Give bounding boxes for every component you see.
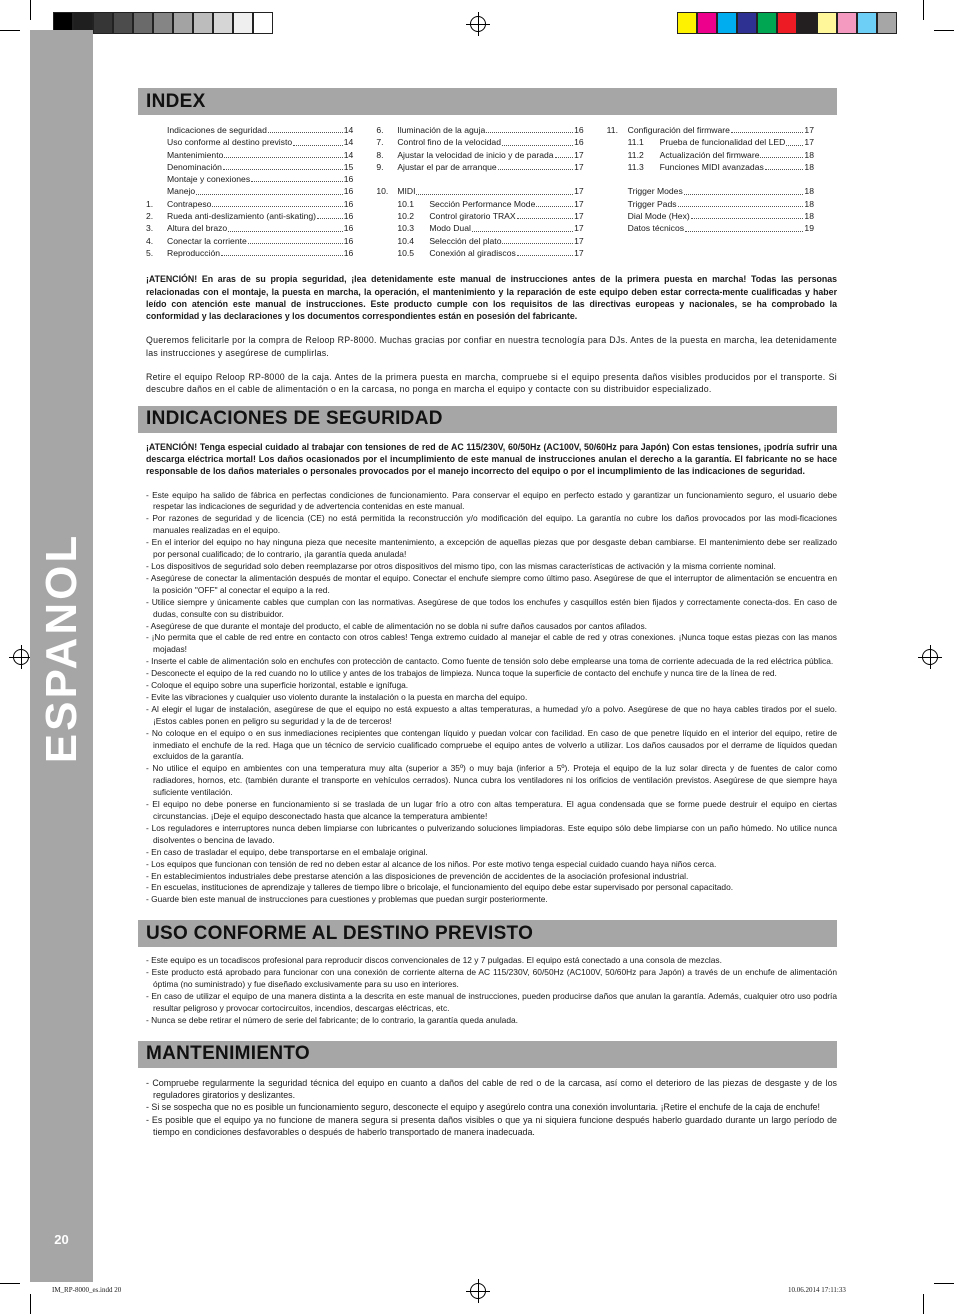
toc-gap <box>607 173 814 185</box>
toc-column-3 <box>607 124 814 259</box>
list-item: - Guarde bien este manual de instrucciones para cuestiones y problemas que puedan surgir posteriormente. <box>146 894 548 905</box>
list-item: - Desconecte el equipo de la red cuando no lo utilice y antes de los trabajos de limpieza. Nunca toque la superficie de contacto del enchufe y nunca tire de la línea de red. <box>146 668 777 679</box>
toc-page: 17 <box>574 186 584 197</box>
toc-number: 1. <box>146 198 154 209</box>
toc-title: Funciones MIDI avanzadas <box>659 161 764 172</box>
toc-number: 10. <box>376 186 389 197</box>
toc-number: 4. <box>146 235 154 246</box>
registration-swatch <box>717 12 737 34</box>
toc-leader-dots <box>691 210 804 219</box>
registration-swatch <box>193 12 213 34</box>
toc-subnumber: 10.1 <box>397 198 415 209</box>
toc-entry[interactable] <box>146 198 353 210</box>
toc-page: 16 <box>343 235 354 246</box>
list-item: - El equipo no debe ponerse en funcionamiento si se traslada de un lugar frío a otro con altas temperatura. El agua condensada que se forme puede destruir el equipo en ciertas circunstancias. ¡Deje el equipo desconectado hasta que alcance la temperatura ambiente! <box>146 799 837 821</box>
toc-entry[interactable] <box>607 222 814 234</box>
toc-entry[interactable] <box>146 173 353 185</box>
toc-leader-dots <box>251 173 343 182</box>
toc-leader-dots <box>212 198 342 207</box>
toc-leader-dots <box>223 161 343 170</box>
list-item: - Este equipo es un tocadiscos profesional para reproducir discos convencionales de 12 y 7 pulgadas. El equipo está conectado a una consola de mezclas. <box>146 955 722 966</box>
toc-page: 17 <box>574 211 584 222</box>
toc-page: 16 <box>343 198 354 209</box>
registration-crosshair-icon <box>470 1283 486 1299</box>
toc-page: 16 <box>343 223 354 234</box>
toc-leader-dots <box>498 161 573 170</box>
registration-swatch <box>817 12 837 34</box>
registration-swatch <box>153 12 173 34</box>
toc-entry[interactable] <box>607 124 814 136</box>
toc-entry[interactable] <box>376 198 583 210</box>
list-item: - Compruebe regularmente la seguridad técnica del equipo en cuanto a daños del cable de red o de la carcasa, así como el deterioro de las piezas de desgaste y de los reguladores giratorios y deslizantes. <box>146 1077 837 1100</box>
list-item: - Por razones de seguridad y de licencia (CE) no está permitida la reconstrucción y/o modificación del equipo. La garantía no cubre los daños provocados por las modi-ficaciones manuales realizadas en el equipo. <box>146 513 837 536</box>
toc-title: Contrapeso <box>167 198 212 209</box>
list-item: - Inserte el cable de alimentación solo en enchufes con protecciòn de cantacto. Como fuente de tensión solo debe emplearse una toma de corriente adecuada de la red eléctrica pública. <box>146 656 834 667</box>
toc-title: MIDI <box>397 186 416 197</box>
crop-mark <box>934 1283 954 1284</box>
crop-mark <box>923 1294 924 1314</box>
toc-entry[interactable] <box>376 235 583 247</box>
toc-title: Dial Mode (Hex) <box>627 211 690 222</box>
toc-entry[interactable] <box>146 210 353 222</box>
toc-title: Uso conforme al destino previsto <box>167 137 293 148</box>
registration-swatch <box>877 12 897 34</box>
toc-entry[interactable] <box>146 161 353 173</box>
toc-number: 2. <box>146 211 154 222</box>
toc-leader-dots <box>502 136 573 145</box>
toc-entry[interactable] <box>607 210 814 222</box>
registration-swatch <box>697 12 717 34</box>
toc-title: Reproducción <box>167 247 221 258</box>
toc-subnumber: 10.5 <box>397 247 415 258</box>
maintenance-list <box>138 1077 837 1138</box>
toc-title: Modo Dual <box>429 223 471 234</box>
toc-title: Montaje y conexiones <box>167 174 251 185</box>
toc-number: 7. <box>376 137 384 148</box>
toc-entry[interactable] <box>376 222 583 234</box>
toc-number <box>146 173 167 185</box>
index-title: INDEX <box>146 90 206 112</box>
safety-title: INDICACIONES DE SEGURIDAD <box>146 408 443 430</box>
registration-swatch <box>857 12 877 34</box>
toc-title: Indicaciones de seguridad <box>167 125 267 135</box>
registration-swatch <box>93 12 113 34</box>
toc-column-1 <box>146 124 353 259</box>
registration-crosshair-icon <box>922 649 938 665</box>
main-content <box>138 88 837 1138</box>
list-item: - En el interior del equipo no hay ninguna pieza que necesite mantenimiento, a excepción de aquellas piezas que por desgaste deban cambiarse. El mantenimiento debe ser realizado por personal cualificado; de lo contrario, ¡la garantía queda anulada! <box>146 537 837 560</box>
toc-page: 15 <box>343 161 354 172</box>
registration-swatch <box>797 12 817 34</box>
toc-title: Sección Performance Mode <box>429 198 536 209</box>
toc-title: Trigger Pads <box>627 198 677 209</box>
toc-entry[interactable] <box>146 136 353 148</box>
toc-page: 17 <box>574 198 584 209</box>
toc-entry[interactable] <box>376 210 583 222</box>
toc-title: Rueda anti-deslizamiento (anti-skating) <box>167 211 317 222</box>
registration-swatch <box>173 12 193 34</box>
crop-mark <box>30 1294 31 1314</box>
toc-entry[interactable] <box>376 136 583 148</box>
crop-mark <box>923 0 924 20</box>
toc-page: 18 <box>804 198 814 209</box>
toc-page: 17 <box>574 223 584 234</box>
toc-leader-dots <box>196 185 343 194</box>
toc-page: 18 <box>804 149 814 160</box>
toc-entry[interactable] <box>146 124 353 136</box>
crop-mark <box>0 1283 20 1284</box>
toc-page: 17 <box>574 149 584 160</box>
toc-page: 17 <box>574 161 584 172</box>
toc-page: 17 <box>804 137 814 148</box>
toc-number <box>146 161 167 173</box>
toc-title: Conectar la corriente <box>167 235 247 246</box>
registration-swatch <box>737 12 757 34</box>
toc-leader-dots <box>224 149 342 158</box>
toc-number <box>146 185 167 197</box>
toc-title: Control fino de la velocidad <box>397 137 501 148</box>
toc-leader-dots <box>517 210 573 219</box>
safety-warning: ¡ATENCIÓN! Tenga especial cuidado al trabajar con tensiones de red de AC 115/230V, 60/50Hz (AC100V, 50/60Hz para Japón) Con estas tensiones, ¡podría sufrir una descarga eléctrica mortal! Los daños ocasionados por el incumplimiento de este manual de instrucciones anulan el derecho a la garantía. El fabricante no se hace responsable de los daños materiales o personales provocados por el manejo incorrecto del equipo o por el incumplimiento de las indicaciones de seguridad. <box>146 441 837 477</box>
toc-title: Ajustar el par de arranque <box>397 161 497 172</box>
intended-use-title: USO CONFORME AL DESTINO PREVISTO <box>146 922 534 944</box>
toc-number <box>146 149 167 161</box>
toc-page: 16 <box>343 247 354 258</box>
toc-subnumber: 10.4 <box>397 235 415 246</box>
toc-number: 11. <box>606 125 618 135</box>
list-item: - Si se sospecha que no es posible un funcionamiento seguro, desconecte el equipo y asegúrelo contra una conexión involuntaria. ¡Retire el enchufe de la caja de enchufe! <box>146 1102 820 1113</box>
table-of-contents <box>138 124 837 259</box>
crop-mark <box>30 0 31 20</box>
toc-page: 16 <box>574 125 584 135</box>
toc-title: Prueba de funcionalidad del LED <box>659 137 786 148</box>
toc-title: Actualización del firmware <box>659 149 760 160</box>
toc-entry[interactable] <box>146 235 353 247</box>
intro-thanks: Queremos felicitarle por la compra de Reloop RP-8000. Muchas gracias por confiar en nuestra tecnología para DJs. Antes de la puesta en marcha, lea detenidamente las instrucciones y asegúrese de cumplirlas. <box>146 335 837 358</box>
toc-leader-dots <box>268 124 343 133</box>
toc-page: 17 <box>574 235 584 246</box>
toc-leader-dots <box>678 198 804 207</box>
footer-filename: IM_RP-8000_es.indd 20 <box>52 1286 122 1294</box>
page-number: 20 <box>54 1232 69 1247</box>
footer-timestamp: 10.06.2014 17:11:33 <box>788 1286 846 1294</box>
toc-entry[interactable] <box>146 185 353 197</box>
toc-number <box>607 222 628 234</box>
list-item: - No utilice el equipo en ambientes con una temperatura muy alta (superior a 35º) o muy baja (inferior a 5º). Proteja el equipo de la luz solar directa y de fuentes de calor como radiadores, hornos, etc. (también durante el transporte en vehículos cerrados). Nunca cubra los ventiladores ni los orificios de ventilación previstos. Asegúrese de que siempre haya suficiente ventilación. <box>146 763 837 798</box>
list-item: - Evite las vibraciones y cualquier uso violento durante la instalación o la puesta en marcha del equipo. <box>146 691 528 702</box>
registration-crosshair-icon <box>470 16 486 32</box>
toc-gap <box>376 173 583 185</box>
toc-title: Conexión al giradiscos <box>429 247 516 258</box>
toc-number: 8. <box>376 149 384 160</box>
toc-entry[interactable] <box>376 161 583 173</box>
toc-entry[interactable] <box>607 185 814 197</box>
registration-swatch <box>233 12 253 34</box>
toc-entry[interactable] <box>607 161 814 173</box>
toc-title: Iluminación de la aguja <box>397 125 486 135</box>
list-item: - Nunca se debe retirar el número de serie del fabricante; de lo contrario, la garantía queda anulada. <box>146 1014 518 1025</box>
safety-heading-bar <box>138 406 837 433</box>
list-item: - Al elegir el lugar de instalación, asegúrese de que el equipo no está expuesto a altas temperaturas, a humedad y/o a polvo. Asegúrese de que no haya cables tirados por el suelo. ¡Estos cables ponen en peligro su seguridad y la de de terceros! <box>146 703 837 726</box>
toc-title: Denominación <box>167 161 222 172</box>
list-item: - Los reguladores e interruptores nunca deben limpiarse con lubricantes o pulverizando soluciones limpiadoras. Este equipo sólo debe limpiarse con un paño húmedo. No utilice nunca disolventes o bencina de lavado. <box>146 822 837 845</box>
list-item: - En caso de utilizar el equipo de una manera distinta a la descrita en este manual de instrucciones, pueden producirse daños que anulan la garantía. Además, cualquier otro uso podría resultar peligroso y provocar cortocircuitos, incendios, descargas eléctricas, etc. <box>146 990 837 1013</box>
registration-swatch <box>213 12 233 34</box>
registration-swatch <box>677 12 697 34</box>
list-item: - Los dispositivos de seguridad solo deben reemplazarse por otros dispositivos del mismo tipo, con las mismas características de activación y la misma corriente nominal. <box>146 560 776 571</box>
toc-entry[interactable] <box>607 149 814 161</box>
toc-page: 16 <box>574 137 584 148</box>
toc-column-2 <box>376 124 583 259</box>
toc-title: Manejo <box>167 186 196 197</box>
toc-number <box>607 210 628 222</box>
toc-page: 14 <box>343 149 354 160</box>
toc-page: 16 <box>343 211 354 222</box>
intro-warning: ¡ATENCIÓN! En aras de su propia seguridad, ¡lea detenidamente este manual de instrucciones antes de la primera puesta en marcha! Todas las personas relacionadas con el montaje, la puesta en marcha, la operación, el mantenimiento y la reparación de este equipo deben estar correcta-mente cualificadas y haber leído con atención este manual de instrucciones. Este producto cumple con los requisitos de las directivas europeas y nacionales, se ha comprobado la conformidad y las declaraciones y los documentos correspondientes están en posesión del fabricante. <box>146 274 837 322</box>
registration-swatch <box>837 12 857 34</box>
toc-entry[interactable] <box>376 185 583 197</box>
toc-leader-dots <box>248 235 343 244</box>
toc-page: 14 <box>343 125 354 135</box>
toc-leader-dots <box>786 136 803 145</box>
toc-leader-dots <box>228 222 343 231</box>
toc-leader-dots <box>536 198 573 207</box>
toc-leader-dots <box>502 235 573 244</box>
list-item: - Este producto está aprobado para funcionar con una conexión de corriente alterna de AC 115/230V, 60/50Hz (AC100V, 50/60Hz para Japón) a través de un enchufe de alimentación óptima (no suministrado) y fue diseñado exclusivamente para su uso en interiores. <box>146 967 837 990</box>
toc-leader-dots <box>685 222 803 231</box>
toc-subnumber: 11.1 <box>627 137 644 148</box>
toc-leader-dots <box>760 149 803 158</box>
list-item: - Utilice siempre y únicamente cables que cumplan con las normativas. Asegúrese de que todos los enchufes y casquillos estén bien fijados y correctamente conecta-dos. En caso de dudas, consulte con su distribuidor. <box>146 596 837 619</box>
toc-subnumber: 10.3 <box>397 223 415 234</box>
toc-title: Datos técnicos <box>627 223 685 234</box>
list-item: - Los equipos que funcionan con tensión de red no deben estar al alcance de los niños. Por este motivo tenga especial cuidado cuando haya niños cerca. <box>146 858 717 869</box>
toc-title: Control giratorio TRAX <box>429 211 516 222</box>
toc-leader-dots <box>731 124 804 133</box>
intro-unpack: Retire el equipo Reloop RP-8000 de la caja. Antes de la primera puesta en marcha, compruebe si el equipo presenta daños visibles producidos por el transporte. Si descubre daños en el cable de alimentación o en la carcasa, no ponga en marcha el equipo y contacte con su distribuidor especializado. <box>146 372 837 395</box>
toc-entry[interactable] <box>146 149 353 161</box>
toc-title: Ajustar la velocidad de inicio y de parada <box>397 149 554 160</box>
toc-leader-dots <box>684 185 804 194</box>
list-item: - En escuelas, instituciones de aprendizaje y talleres de tiempo libre o bricolaje, el funcionamiento del equipo debe estar supervisado por personal capacitado. <box>146 882 734 893</box>
language-label: ESPANOL <box>36 532 86 764</box>
crop-mark <box>934 30 954 31</box>
list-item: - Es posible que el equipo ya no funcione de manera segura si presenta daños visibles o que ya ni siquiera funcione después haberlo guardado durante un largo período de tiempo en condiciones desfavorables o después de haberlo transportado de manera inadecuada. <box>146 1114 837 1137</box>
list-item: - En establecimientos industriales debe prestarse atención a las disposiciones de prevención de accidentes de la asociación profesional industrial. <box>146 870 689 881</box>
registration-swatch <box>133 12 153 34</box>
toc-page: 18 <box>804 211 814 222</box>
toc-number: 5. <box>146 247 154 258</box>
toc-number: 6. <box>376 125 384 135</box>
crop-mark <box>0 30 20 31</box>
toc-leader-dots <box>416 185 573 194</box>
maintenance-title: MANTENIMIENTO <box>146 1043 310 1065</box>
maintenance-heading-bar <box>138 1041 837 1068</box>
toc-leader-dots <box>221 247 343 256</box>
toc-leader-dots <box>317 210 343 219</box>
toc-number: 3. <box>146 223 154 234</box>
toc-page: 16 <box>343 174 354 185</box>
toc-page: 18 <box>804 186 814 197</box>
toc-entry[interactable] <box>376 149 583 161</box>
toc-leader-dots <box>517 247 573 256</box>
toc-title: Selección del plato <box>429 235 502 246</box>
toc-title: Mantenimiento <box>167 149 224 160</box>
toc-title: Trigger Modes <box>627 186 683 197</box>
index-heading-bar <box>138 88 837 115</box>
safety-list <box>138 490 837 907</box>
toc-number <box>146 136 167 148</box>
registration-crosshair-icon <box>13 649 29 665</box>
toc-subnumber: 10.2 <box>397 211 415 222</box>
list-item: - Coloque el equipo sobre una superficie horizontal, estable e ignífuga. <box>146 680 409 691</box>
list-item: - Asegúrese de que durante el montaje del producto, el cable de alimentación no se dobla ni sufre daños causados por cantos afilados. <box>146 620 647 631</box>
registration-swatch <box>757 12 777 34</box>
toc-page: 16 <box>343 186 354 197</box>
toc-number <box>607 198 628 210</box>
toc-page: 18 <box>804 161 814 172</box>
color-registration-bar <box>677 12 897 34</box>
list-item: - ¡No permita que el cable de red entre en contacto con otros cables! Tenga extremo cuidado al manejar el cable de red y otras conexiones. ¡Nunca toque estas piezas con las manos mojadas! <box>146 632 837 655</box>
toc-page: 19 <box>804 223 814 234</box>
toc-title: Configuración del firmware <box>627 125 730 135</box>
toc-entry[interactable] <box>607 198 814 210</box>
toc-entry[interactable] <box>376 124 583 136</box>
registration-swatch <box>113 12 133 34</box>
toc-leader-dots <box>555 149 574 158</box>
list-item: - En caso de trasladar el equipo, debe transportarse en el embalaje original. <box>146 846 428 857</box>
toc-page: 17 <box>574 247 584 258</box>
toc-leader-dots <box>472 222 573 231</box>
toc-subnumber: 11.2 <box>627 149 644 160</box>
toc-entry[interactable] <box>376 247 583 259</box>
list-item: - Asegúrese de conectar la alimentación después de montar el equipo. Conectar el enchufe siempre como último paso. Asegúrese de que el interruptor de alimentación se encuentra en la posición "OFF" al conectar el equipo a la red. <box>146 572 837 595</box>
toc-leader-dots <box>293 136 343 145</box>
toc-subnumber: 11.3 <box>627 161 644 172</box>
registration-swatch <box>253 12 273 34</box>
toc-number <box>607 185 628 197</box>
toc-entry[interactable] <box>146 222 353 234</box>
toc-leader-dots <box>765 161 804 170</box>
list-item: - Este equipo ha salido de fábrica en perfectas condiciones de funcionamiento. Para conservar el equipo en perfecto estado y garantizar un funcionamiento seguro, el usuario debe respetar las indicaciones de seguridad y de advertencia contenidas en este manual. <box>146 489 837 512</box>
toc-number: 9. <box>376 161 384 172</box>
toc-leader-dots <box>486 124 573 133</box>
toc-entry[interactable] <box>146 247 353 259</box>
intended-use-heading-bar <box>138 920 837 947</box>
toc-title: Altura del brazo <box>167 223 228 234</box>
toc-page: 17 <box>804 125 814 135</box>
toc-number <box>146 124 167 136</box>
intended-use-list <box>138 955 837 1026</box>
registration-swatch <box>777 12 797 34</box>
toc-entry[interactable] <box>607 136 814 148</box>
toc-page: 14 <box>343 137 354 148</box>
list-item: - No coloque en el equipo o en sus inmediaciones recipientes que contengan líquido y puedan volcar con facilidad. En caso de que penetre líquido en el interior del equipo, retire de inmediato el enchufe de la red. Haga que un técnico de servicio cualificado compruebe el equipo antes de volverlo a utilizar. Los daños causados por el derrame de líquidos quedan excluidos de la garantía. <box>146 727 837 762</box>
